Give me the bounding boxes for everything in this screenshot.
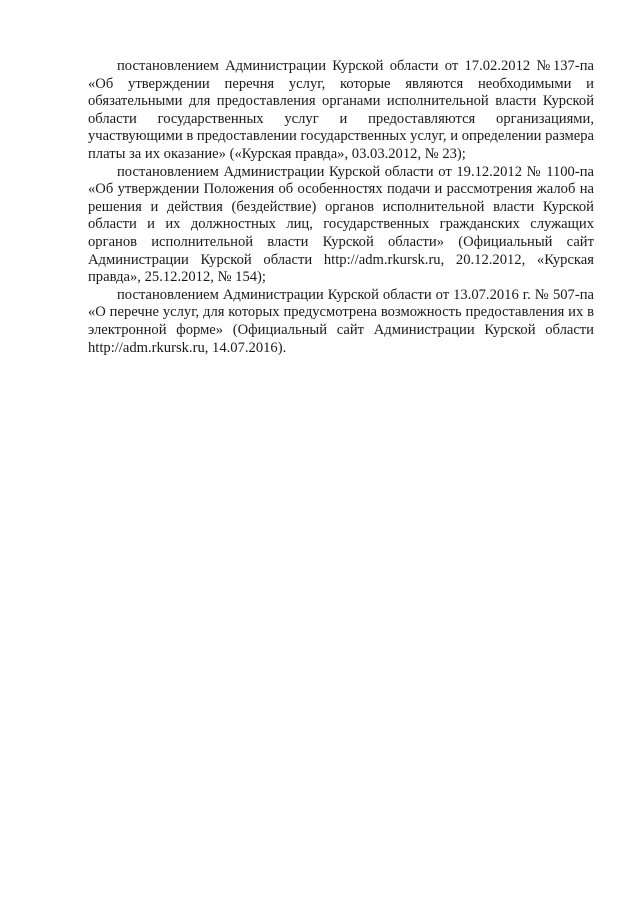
paragraph-resolution-137: постановлением Администрации Курской области от 17.02.2012 №137-па «Об утверждении перечня услуг, которые являются необходимыми и обязательными для предоставления органами исполнительной власти Курской области государственных услуг и предоставляются организациями, участвующими в предоставлении государственных услуг, и определении размера платы за их оказание» («Курская правда», 03.03.2012, № 23); [88,58,594,162]
paragraph-resolution-507: постановлением Администрации Курской области от 13.07.2016 г. № 507-па «О перечне услуг, для которых предусмотрена возможность предоставления их в электронной форме» (Официальный сайт Администрации Курской области http://adm.rkursk.ru, 14.07.2016). [88,286,594,356]
paragraph-resolution-1100: постановлением Администрации Курской области от 19.12.2012 № 1100-па «Об утверждении Положения об особенностях подачи и рассмотрения жалоб на решения и действия (бездействие) органов исполнительной власти Курской области и их должностных лиц, государственных гражданских служащих органов исполнительной власти Курской области» (Официальный сайт Администрации Курской области http://adm.rkursk.ru, 20.12.2012, «Курская правда», 25.12.2012, № 154); [88,163,594,286]
document-body [88,58,594,357]
